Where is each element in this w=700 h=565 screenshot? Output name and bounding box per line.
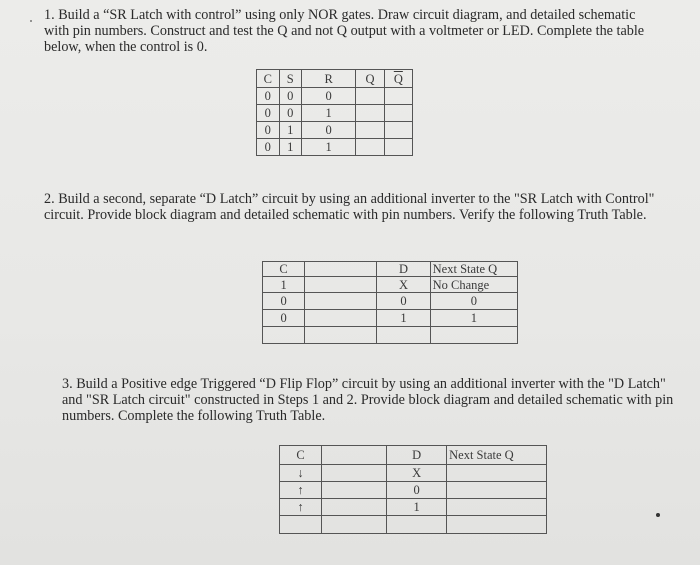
table-row: 1 X No Change: [263, 277, 518, 293]
header-d: D: [387, 446, 447, 465]
header-not-q: $\overline{Q}$: [384, 70, 412, 88]
table-row: [280, 516, 547, 534]
header-spacer: [322, 446, 387, 465]
header-d: D: [377, 262, 430, 277]
table-row: 0 1 1: [263, 310, 518, 327]
table-row: 0 0 1: [257, 105, 413, 122]
question-2-text: 2. Build a second, separate “D Latch” circuit by using an additional inverter to the "SR Latch with Control" circuit. Provide block diagram and detailed schematic with pin numbers. Verify the following Truth Table.: [44, 191, 655, 223]
question-1-text: 1. Build a “SR Latch with control” using only NOR gates. Draw circuit diagram, and detailed schematic with pin numbers. Construct and test the Q and not Q output with a voltmeter or LED. Complete the table below, when the control is 0.: [44, 7, 645, 55]
header-c: C: [257, 70, 280, 88]
sr-latch-truth-table: [256, 69, 413, 156]
table-row: ↓ X: [280, 465, 547, 482]
header-c: C: [263, 262, 305, 277]
table-row: 0 0 0: [257, 88, 413, 105]
table-row: 0 1 1: [257, 139, 413, 156]
table-row: ↑ 0: [280, 482, 547, 499]
d-flip-flop-truth-table: [279, 445, 547, 534]
header-next-state: Next State Q: [447, 446, 547, 465]
question-3-text: 3. Build a Positive edge Triggered “D Flip Flop” circuit by using an additional inverter with the "D Latch" and "SR Latch circuit" constructed in Steps 1 and 2. Provide block diagram and detailed schematic with pin numbers. Complete the following Truth Table.: [62, 376, 674, 424]
header-r: R: [301, 70, 355, 88]
header-spacer: [305, 262, 377, 277]
stray-mark: [30, 20, 32, 22]
header-c: C: [280, 446, 322, 465]
table-row: [263, 327, 518, 344]
table-row: 0 0 0: [263, 293, 518, 310]
table-row: ↑ 1: [280, 499, 547, 516]
table-row: 0 1 0: [257, 122, 413, 139]
d-latch-truth-table: [262, 261, 518, 344]
stray-mark: [656, 513, 660, 517]
header-q: Q: [356, 70, 384, 88]
header-next-state: Next State Q: [430, 262, 517, 277]
header-s: S: [279, 70, 301, 88]
